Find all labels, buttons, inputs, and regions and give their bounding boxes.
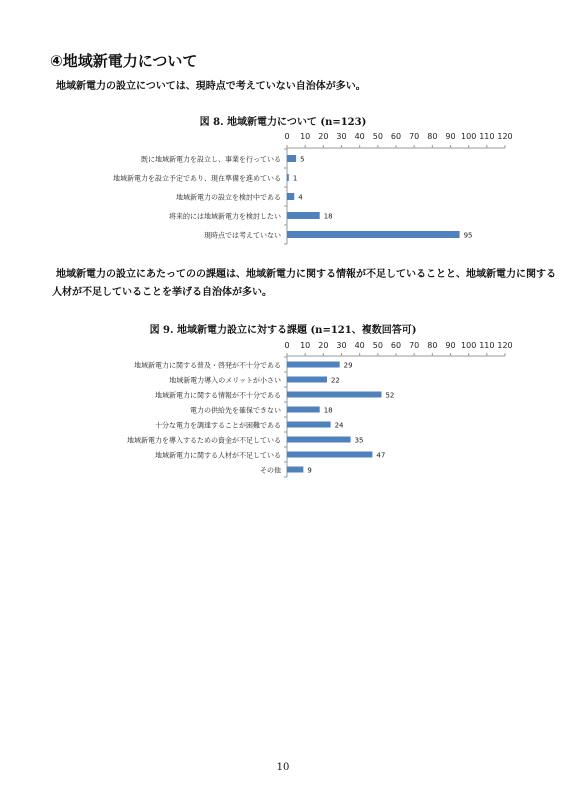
chart-2-x-tick-label: 120 (497, 341, 513, 350)
chart-1-x-tick-label: 20 (318, 132, 329, 141)
chart-1-bar (287, 155, 296, 162)
chart-1-x-tick-label: 70 (409, 132, 420, 141)
chart-1-bar (287, 193, 294, 200)
chart-1-value-label: 95 (463, 231, 473, 240)
chart-1-x-tick-label: 80 (427, 132, 438, 141)
chart-2-value-label: 9 (307, 466, 312, 475)
chart-2-category-label: 地域新電力導入のメリットが小さい (169, 376, 281, 385)
chart-1-x-tick-label: 30 (336, 132, 347, 141)
chart-1 (0, 128, 566, 248)
chart-1-x-tick-label: 100 (461, 132, 477, 141)
chart-2-category-label: 十分な電力を調達することが困難である (155, 421, 281, 430)
page-number: 10 (276, 762, 290, 773)
chart-1-value-label: 1 (292, 174, 298, 183)
chart-2-x-tick-label: 40 (354, 341, 365, 350)
chart-1-value-label: 5 (300, 155, 305, 164)
chart-2-bar (287, 452, 372, 458)
paragraph-2-line-1: 地域新電力の設立にあたってのの課題は、地域新電力に関する情報が不足していることと、地域新電力に関する (56, 269, 556, 280)
chart-2 (0, 337, 566, 487)
chart-1-category-label: 地域新電力の設立を検討中である (176, 193, 281, 202)
chart-2-value-label: 52 (385, 391, 395, 400)
chart-2-category-label: 地域新電力に関する情報が不十分である (155, 391, 281, 400)
chart-2-x-tick-label: 50 (372, 341, 383, 350)
chart-1-x-tick-label: 60 (390, 132, 402, 141)
chart-2-value-label: 29 (343, 361, 353, 370)
chart-2-category-label: 電力の供給先を確保できない (190, 406, 281, 415)
chart-2-value-label: 47 (376, 451, 386, 460)
chart-1-category-label: 現時点では考えていない (204, 231, 281, 240)
section-title: ④地域新電力について (50, 52, 198, 70)
chart-2-bar (287, 392, 381, 398)
chart-2-category-label: その他 (260, 466, 281, 475)
chart-2-x-tick-label: 90 (445, 341, 456, 350)
paragraph-1: 地域新電力の設立については、現時点で考えていない自治体が多い。 (56, 81, 366, 92)
chart-2-x-tick-label: 110 (479, 341, 495, 350)
chart-2-x-tick-label: 20 (318, 341, 329, 350)
chart-1-category-label: 既に地域新電力を設立し、事業を行っている (141, 155, 281, 164)
chart-2-value-label: 18 (323, 406, 333, 415)
chart-2-category-label: 地域新電力を導入するための資金が不足している (127, 436, 281, 445)
chart-2-bar (287, 467, 303, 473)
chart-1-value-label: 18 (323, 212, 333, 221)
paragraph-2-line-2: 人材が不足していることを挙げる自治体が多い。 (52, 287, 272, 298)
chart-1-x-tick-label: 90 (445, 132, 456, 141)
chart-2-bar (287, 377, 327, 383)
chart-1-bar (287, 212, 320, 219)
chart-1-bar (287, 231, 460, 238)
chart-2-x-tick-label: 10 (300, 341, 311, 350)
chart-1-bar (287, 174, 289, 181)
chart-2-bar (287, 422, 331, 428)
chart-2-bar (287, 362, 340, 368)
chart-2-bar (287, 437, 351, 443)
chart-1-x-tick-label: 0 (284, 132, 290, 141)
chart-2-x-tick-label: 70 (409, 341, 420, 350)
chart-1-value-label: 4 (298, 193, 303, 202)
chart-2-value-label: 35 (354, 436, 364, 445)
chart-2-bar (287, 407, 320, 413)
chart-1-x-tick-label: 110 (479, 132, 495, 141)
chart-2-x-tick-label: 60 (390, 341, 402, 350)
chart-1-x-tick-label: 40 (354, 132, 365, 141)
chart-2-x-tick-label: 100 (461, 341, 477, 350)
chart-2-x-tick-label: 80 (427, 341, 438, 350)
chart-2-x-tick-label: 0 (284, 341, 290, 350)
chart-1-category-label: 地域新電力を設立予定であり、現在準備を進めている (113, 174, 281, 183)
chart-1-x-tick-label: 10 (300, 132, 311, 141)
chart-2-value-label: 24 (334, 421, 344, 430)
chart-1-x-tick-label: 50 (372, 132, 383, 141)
chart-2-x-tick-label: 30 (336, 341, 347, 350)
chart-2-category-label: 地域新電力に関する人材が不足している (155, 451, 281, 460)
chart-1-title: 図 8. 地域新電力について (n=123) (199, 117, 367, 128)
chart-1-category-label: 将来的には地域新電力を検討したい (169, 212, 281, 221)
chart-2-title: 図 9. 地域新電力設立に対する課題 (n=121、複数回答可) (149, 325, 417, 336)
chart-2-value-label: 22 (330, 376, 340, 385)
chart-1-x-tick-label: 120 (497, 132, 513, 141)
chart-2-category-label: 地域新電力に関する普及・啓発が不十分である (134, 361, 281, 370)
